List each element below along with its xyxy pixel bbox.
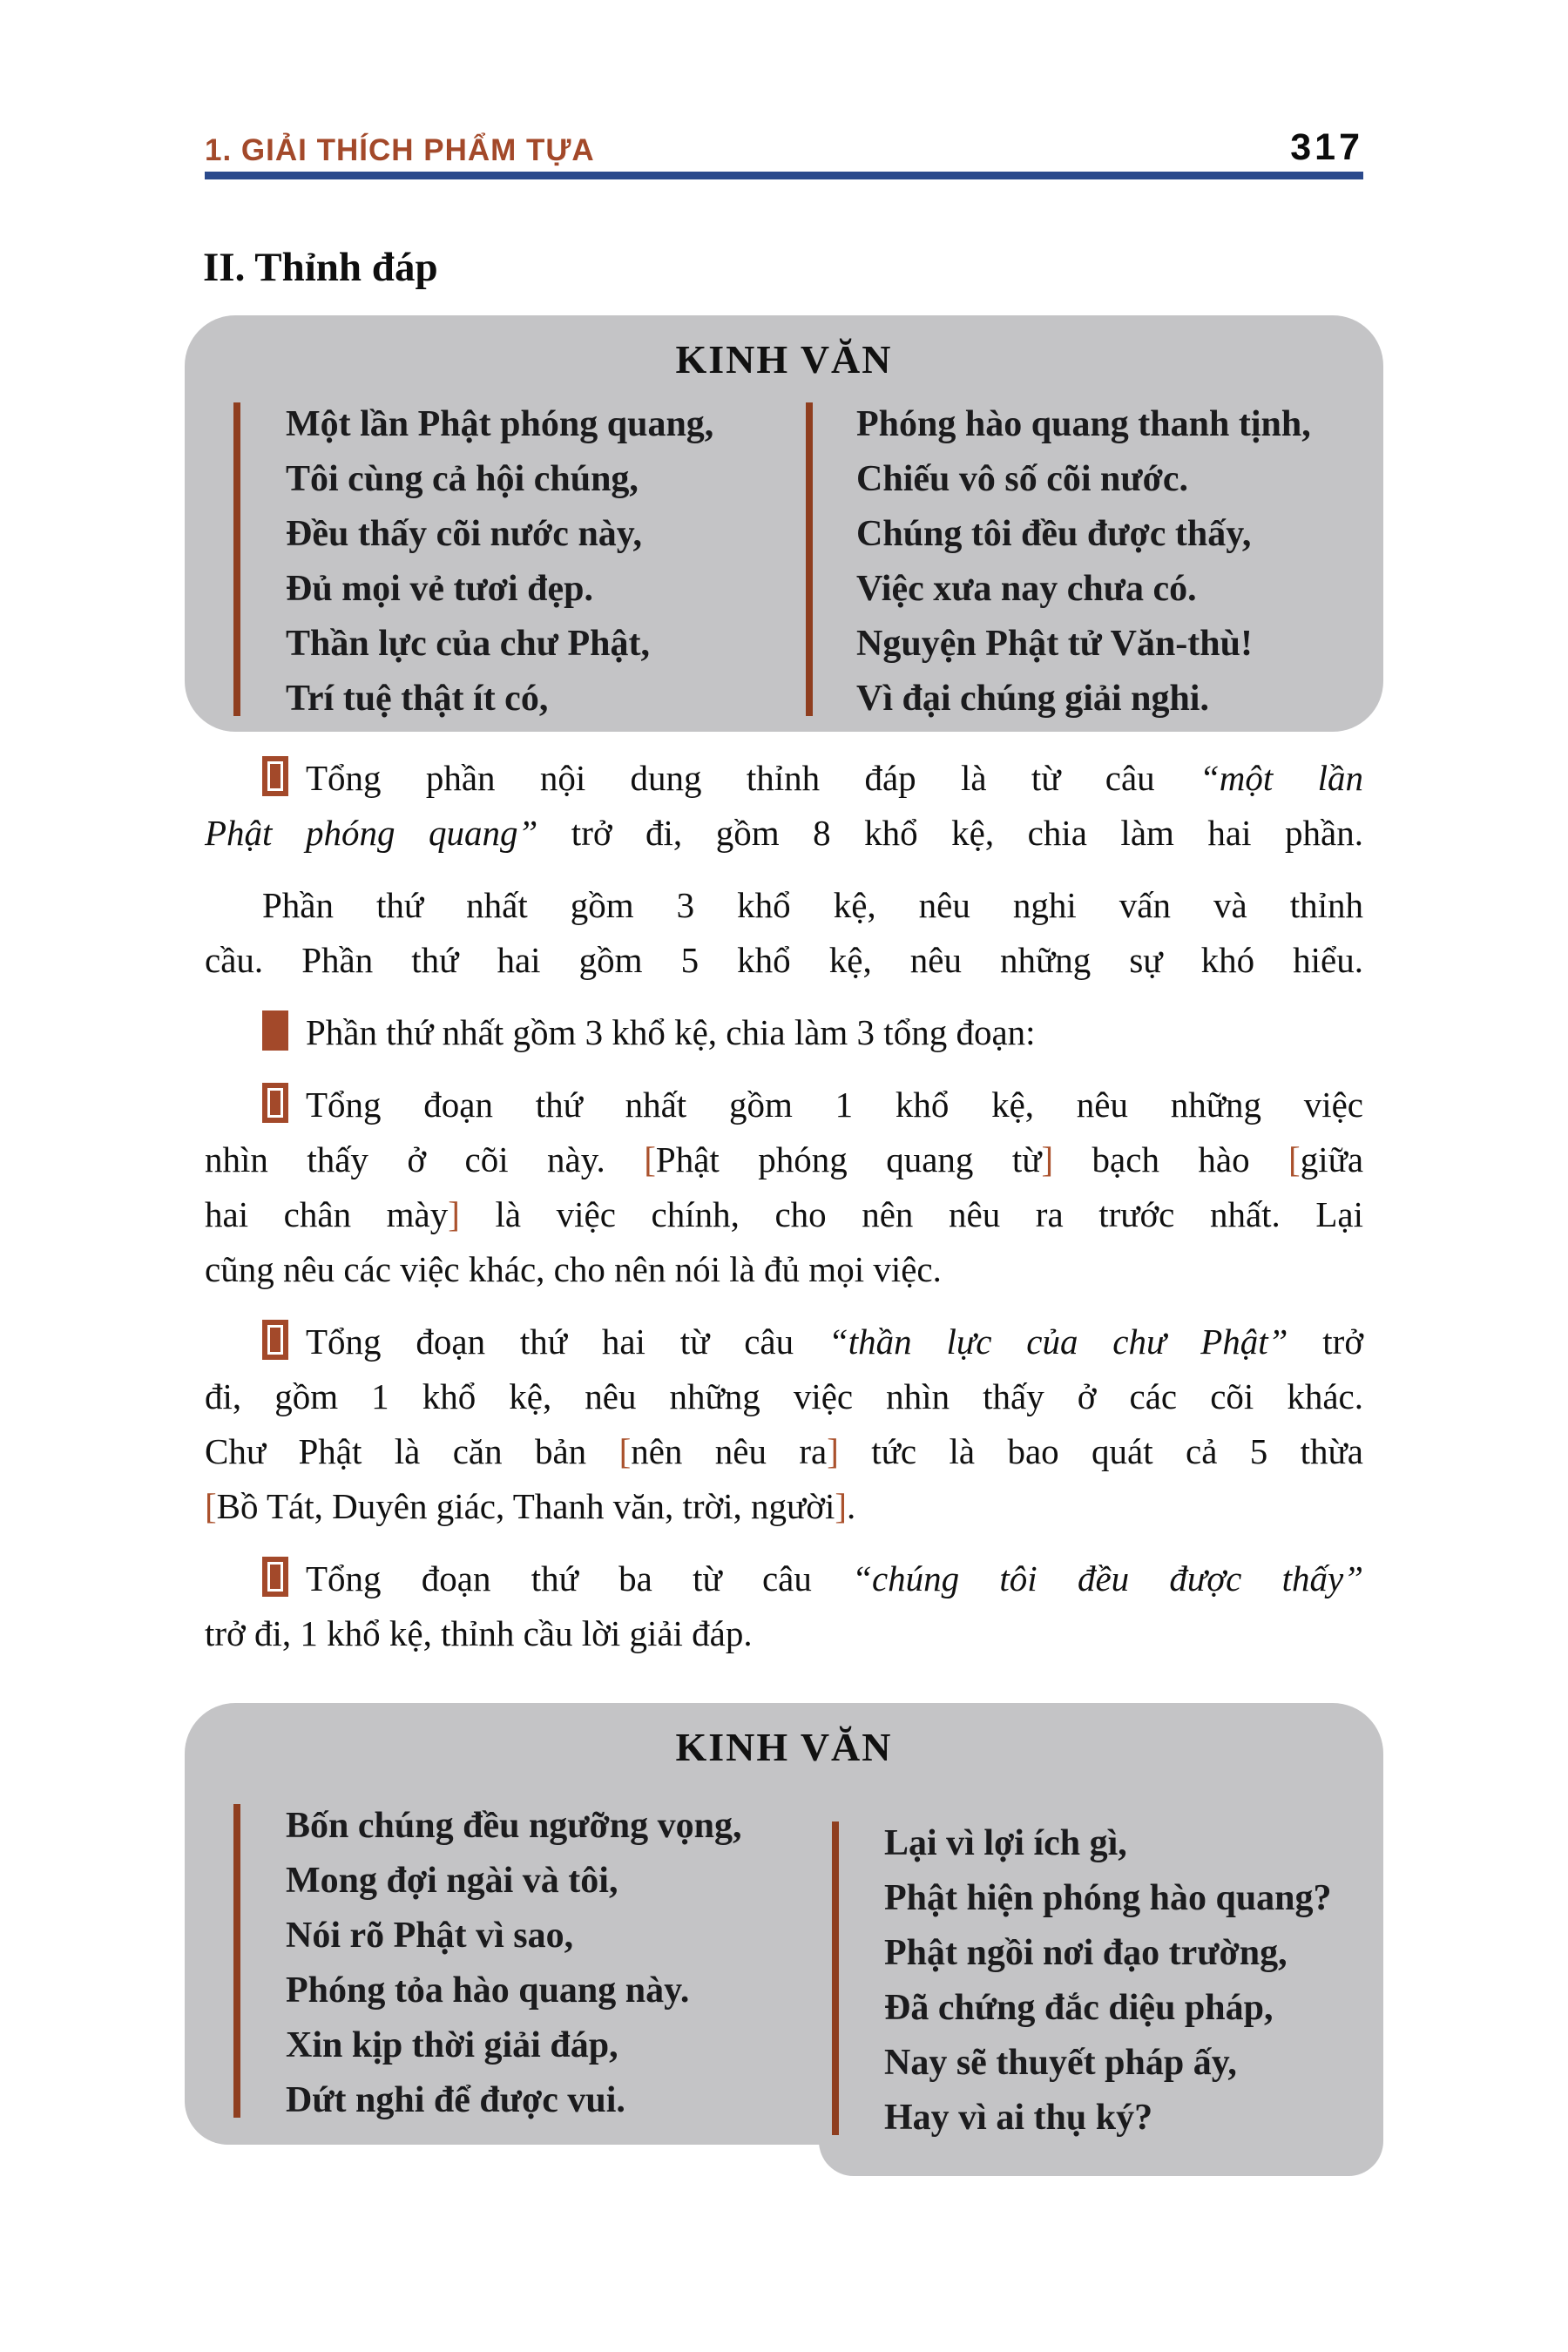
verse-line: Lại vì lợi ích gì, — [884, 1823, 1127, 1863]
verse-line: Chúng tôi đều được thấy, — [856, 514, 1252, 554]
verse-line: Nói rõ Phật vì sao, — [286, 1916, 574, 1956]
body-text: trở đi, 1 khổ kệ, thỉnh cầu lời giải đáp. — [205, 1613, 753, 1653]
body-line — [205, 1315, 1363, 1369]
verse-line: Nay sẽ thuyết pháp ấy, — [884, 2043, 1237, 2083]
verse-line: Vì đại chúng giải nghi. — [856, 679, 1209, 719]
body-text: Phần thứ nhất gồm 3 khổ kệ, chia làm 3 tổng đoạn: — [306, 1012, 1036, 1052]
page-header — [205, 122, 1363, 167]
verse-line: Dứt nghi để được vui. — [286, 2080, 625, 2120]
solid-square-bullet — [262, 1010, 288, 1051]
quoted-verse-text: “chúng tôi đều được thấy” — [852, 1558, 1364, 1598]
boxed-square-bullet — [262, 1083, 288, 1123]
verse-column-right — [884, 1816, 1332, 2146]
bracket-text: [ — [205, 1486, 217, 1526]
verse-line: Việc xưa nay chưa có. — [856, 569, 1197, 609]
verse-line: Bốn chúng đều ngưỡng vọng, — [286, 1806, 742, 1846]
paragraph — [205, 1078, 1363, 1297]
boxed-square-bullet — [262, 1557, 288, 1597]
section-heading: II. Thỉnh đáp — [203, 245, 438, 290]
body-text: bạch hào — [1053, 1139, 1289, 1179]
body-text: hai chân mày — [205, 1194, 449, 1234]
body-line — [205, 1005, 1363, 1060]
bracket-text: ] — [448, 1194, 460, 1234]
body-text: Chư Phật là căn bản — [205, 1431, 619, 1471]
body-text: . — [847, 1486, 856, 1526]
body-text: tức là bao quát cả 5 thừa — [838, 1431, 1363, 1471]
verse-column-right — [856, 397, 1311, 727]
verse-line: Phóng tỏa hào quang này. — [286, 1970, 690, 2011]
body-text: trở — [1322, 1321, 1364, 1362]
bracket-text: [ — [644, 1139, 656, 1179]
paragraph — [205, 1005, 1363, 1060]
verse-line: Phật ngồi nơi đạo trường, — [884, 1933, 1288, 1973]
paragraph — [205, 751, 1363, 861]
verse-line: Đều thấy cõi nước này, — [286, 514, 642, 554]
body-line — [205, 878, 1363, 933]
header-rule — [205, 172, 1363, 179]
body-text: Phật phóng quang từ — [655, 1139, 1042, 1179]
bullet-core — [270, 1328, 280, 1352]
verse-line: Đủ mọi vẻ tươi đẹp. — [286, 569, 593, 609]
paragraph — [205, 878, 1363, 988]
body-line — [205, 933, 1363, 988]
bullet-core — [270, 1091, 280, 1115]
quoted-verse-text: “một lần — [1199, 758, 1363, 798]
body-text: Phần thứ nhất gồm 3 khổ kệ, nêu nghi vấn và thỉnh — [262, 885, 1363, 925]
boxed-square-bullet — [262, 1320, 288, 1360]
paragraph — [205, 1315, 1363, 1534]
body-text: Bồ Tát, Duyên giác, Thanh văn, trời, người — [216, 1486, 835, 1526]
quoted-verse-text: “thần lực của chư Phật” — [828, 1321, 1323, 1362]
body-text: đi, gồm 1 khổ kệ, nêu những việc nhìn thấy ở các cõi khác. — [205, 1376, 1363, 1416]
page-number: 317 — [1290, 125, 1363, 168]
verse-box-1 — [185, 315, 1383, 732]
body-text: trở đi, gồm 8 khổ kệ, chia làm hai phần. — [571, 813, 1363, 853]
body-line — [205, 1078, 1363, 1132]
verse-line: Hay vì ai thụ ký? — [884, 2098, 1153, 2138]
verse-line: Phóng hào quang thanh tịnh, — [856, 404, 1311, 444]
bullet-core — [270, 1565, 280, 1589]
body-text: nhìn thấy ở cõi này. — [205, 1139, 645, 1179]
verse-box-2-title: KINH VĂN — [675, 1725, 893, 1769]
body-line — [205, 751, 1363, 806]
body-text: Tổng đoạn thứ hai từ câu — [306, 1321, 828, 1362]
verse-column-left — [286, 397, 713, 727]
verse-line: Mong đợi ngài và tôi, — [286, 1861, 618, 1901]
verse-line: Nguyện Phật tử Văn-thù! — [856, 624, 1253, 664]
verse-divider-bar — [233, 402, 240, 716]
verse-box-2 — [185, 1703, 1383, 2145]
bullet-core — [270, 764, 280, 788]
body-line — [205, 1479, 1363, 1534]
verse-divider-bar — [832, 1821, 839, 2135]
verse-line: Trí tuệ thật ít có, — [286, 679, 549, 719]
verse-box-1-title: KINH VĂN — [675, 337, 893, 382]
body-line — [205, 1369, 1363, 1424]
quoted-verse-text: Phật phóng quang” — [205, 813, 571, 853]
bracket-text: ] — [1041, 1139, 1054, 1179]
body-text: nên nêu ra — [631, 1431, 828, 1471]
verse-divider-bar — [806, 402, 813, 716]
verse-line: Tôi cùng cả hội chúng, — [286, 459, 639, 499]
body-text: Tổng đoạn thứ ba từ câu — [306, 1558, 853, 1598]
boxed-square-bullet — [262, 756, 288, 796]
verse-line: Một lần Phật phóng quang, — [286, 404, 714, 444]
bracket-text: ] — [835, 1486, 848, 1526]
body-text: cầu. Phần thứ hai gồm 5 khổ kệ, nêu những sự khó hiểu. — [205, 940, 1363, 980]
verse-line: Chiếu vô số cõi nước. — [856, 459, 1188, 499]
verse-line: Phật hiện phóng hào quang? — [884, 1878, 1332, 1918]
bracket-text: [ — [618, 1431, 632, 1471]
body-line — [205, 1242, 1363, 1297]
body-text: Tổng đoạn thứ nhất gồm 1 khổ kệ, nêu những việc — [306, 1085, 1363, 1125]
body-text: cũng nêu các việc khác, cho nên nói là đủ mọi việc. — [205, 1249, 942, 1289]
bracket-text: [ — [1288, 1139, 1301, 1179]
body-line — [205, 1606, 1363, 1661]
verse-divider-bar — [233, 1804, 240, 2118]
bracket-text: ] — [827, 1431, 839, 1471]
body-line — [205, 1551, 1363, 1606]
body-line — [205, 1187, 1363, 1242]
body-line — [205, 1424, 1363, 1479]
verse-column-left — [286, 1799, 741, 2128]
body-text: là việc chính, cho nên nêu ra trước nhất. Lại — [459, 1194, 1364, 1234]
verse-line: Thần lực của chư Phật, — [286, 624, 650, 664]
chapter-label: 1. GIẢI THÍCH PHẨM TỰA — [205, 132, 595, 167]
paragraph — [205, 1551, 1363, 1661]
body-line — [205, 806, 1363, 861]
verse-line: Đã chứng đắc diệu pháp, — [884, 1988, 1274, 2028]
commentary-paragraphs — [205, 751, 1363, 1661]
body-text: Tổng phần nội dung thỉnh đáp là từ câu — [306, 758, 1200, 798]
body-text: giữa — [1300, 1139, 1364, 1179]
verse-line: Xin kịp thời giải đáp, — [286, 2025, 618, 2065]
body-line — [205, 1132, 1363, 1187]
